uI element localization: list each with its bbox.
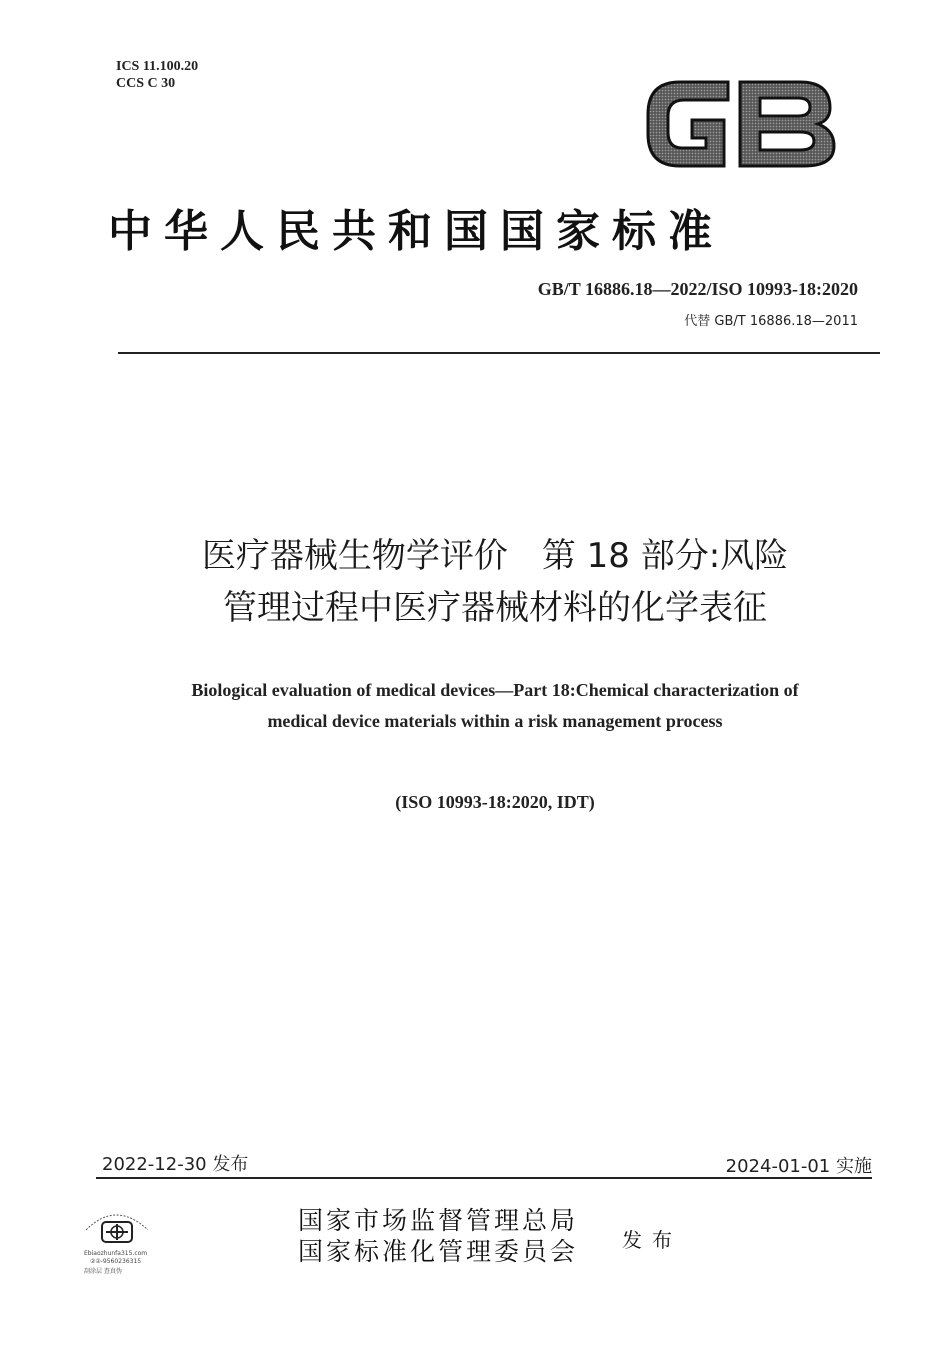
chinese-title xyxy=(80,530,910,634)
chinese-title-line-1: 医疗器械生物学评价 第 18 部分:风险 xyxy=(201,536,789,576)
english-title-line-2: medical device materials within a risk management process xyxy=(267,711,723,731)
stamp-code: ②②-9560236315 xyxy=(90,1258,142,1265)
ics-code: ICS 11.100.20 xyxy=(116,59,199,74)
issue-label: 发布 xyxy=(622,1228,682,1252)
classification-codes xyxy=(116,58,198,92)
english-title xyxy=(60,675,930,737)
issuer-sac: 国家标准化管理委员会 xyxy=(298,1237,579,1266)
implementation-date: 2024-01-01 实施 xyxy=(725,1156,872,1177)
replaces-note: 代替 GB/T 16886.18—2011 xyxy=(684,314,858,329)
footer-divider xyxy=(96,1177,872,1179)
header-divider xyxy=(118,352,880,354)
chinese-title-line-2: 管理过程中医疗器械材料的化学表征 xyxy=(223,588,767,628)
publish-date: 2022-12-30 发布 xyxy=(102,1154,249,1175)
iso-identity: (ISO 10993-18:2020, IDT) xyxy=(395,792,595,812)
standard-number: GB/T 16886.18—2022/ISO 10993-18:2020 xyxy=(537,279,858,299)
issuer-samr: 国家市场监督管理总局 xyxy=(298,1206,579,1235)
gb-logo xyxy=(640,68,840,180)
stamp-url: Ebiaozhunfa315.com xyxy=(84,1250,148,1257)
national-standard-title: 中华人民共和国国家标准 xyxy=(108,206,724,257)
issuing-authorities xyxy=(298,1205,578,1267)
english-title-line-1: Biological evaluation of medical devices—Part 18:Chemical characterization of xyxy=(191,680,799,700)
ccs-code: CCS C 30 xyxy=(116,76,176,91)
stamp-note: 刮涂层 查真伪 xyxy=(84,1268,122,1275)
